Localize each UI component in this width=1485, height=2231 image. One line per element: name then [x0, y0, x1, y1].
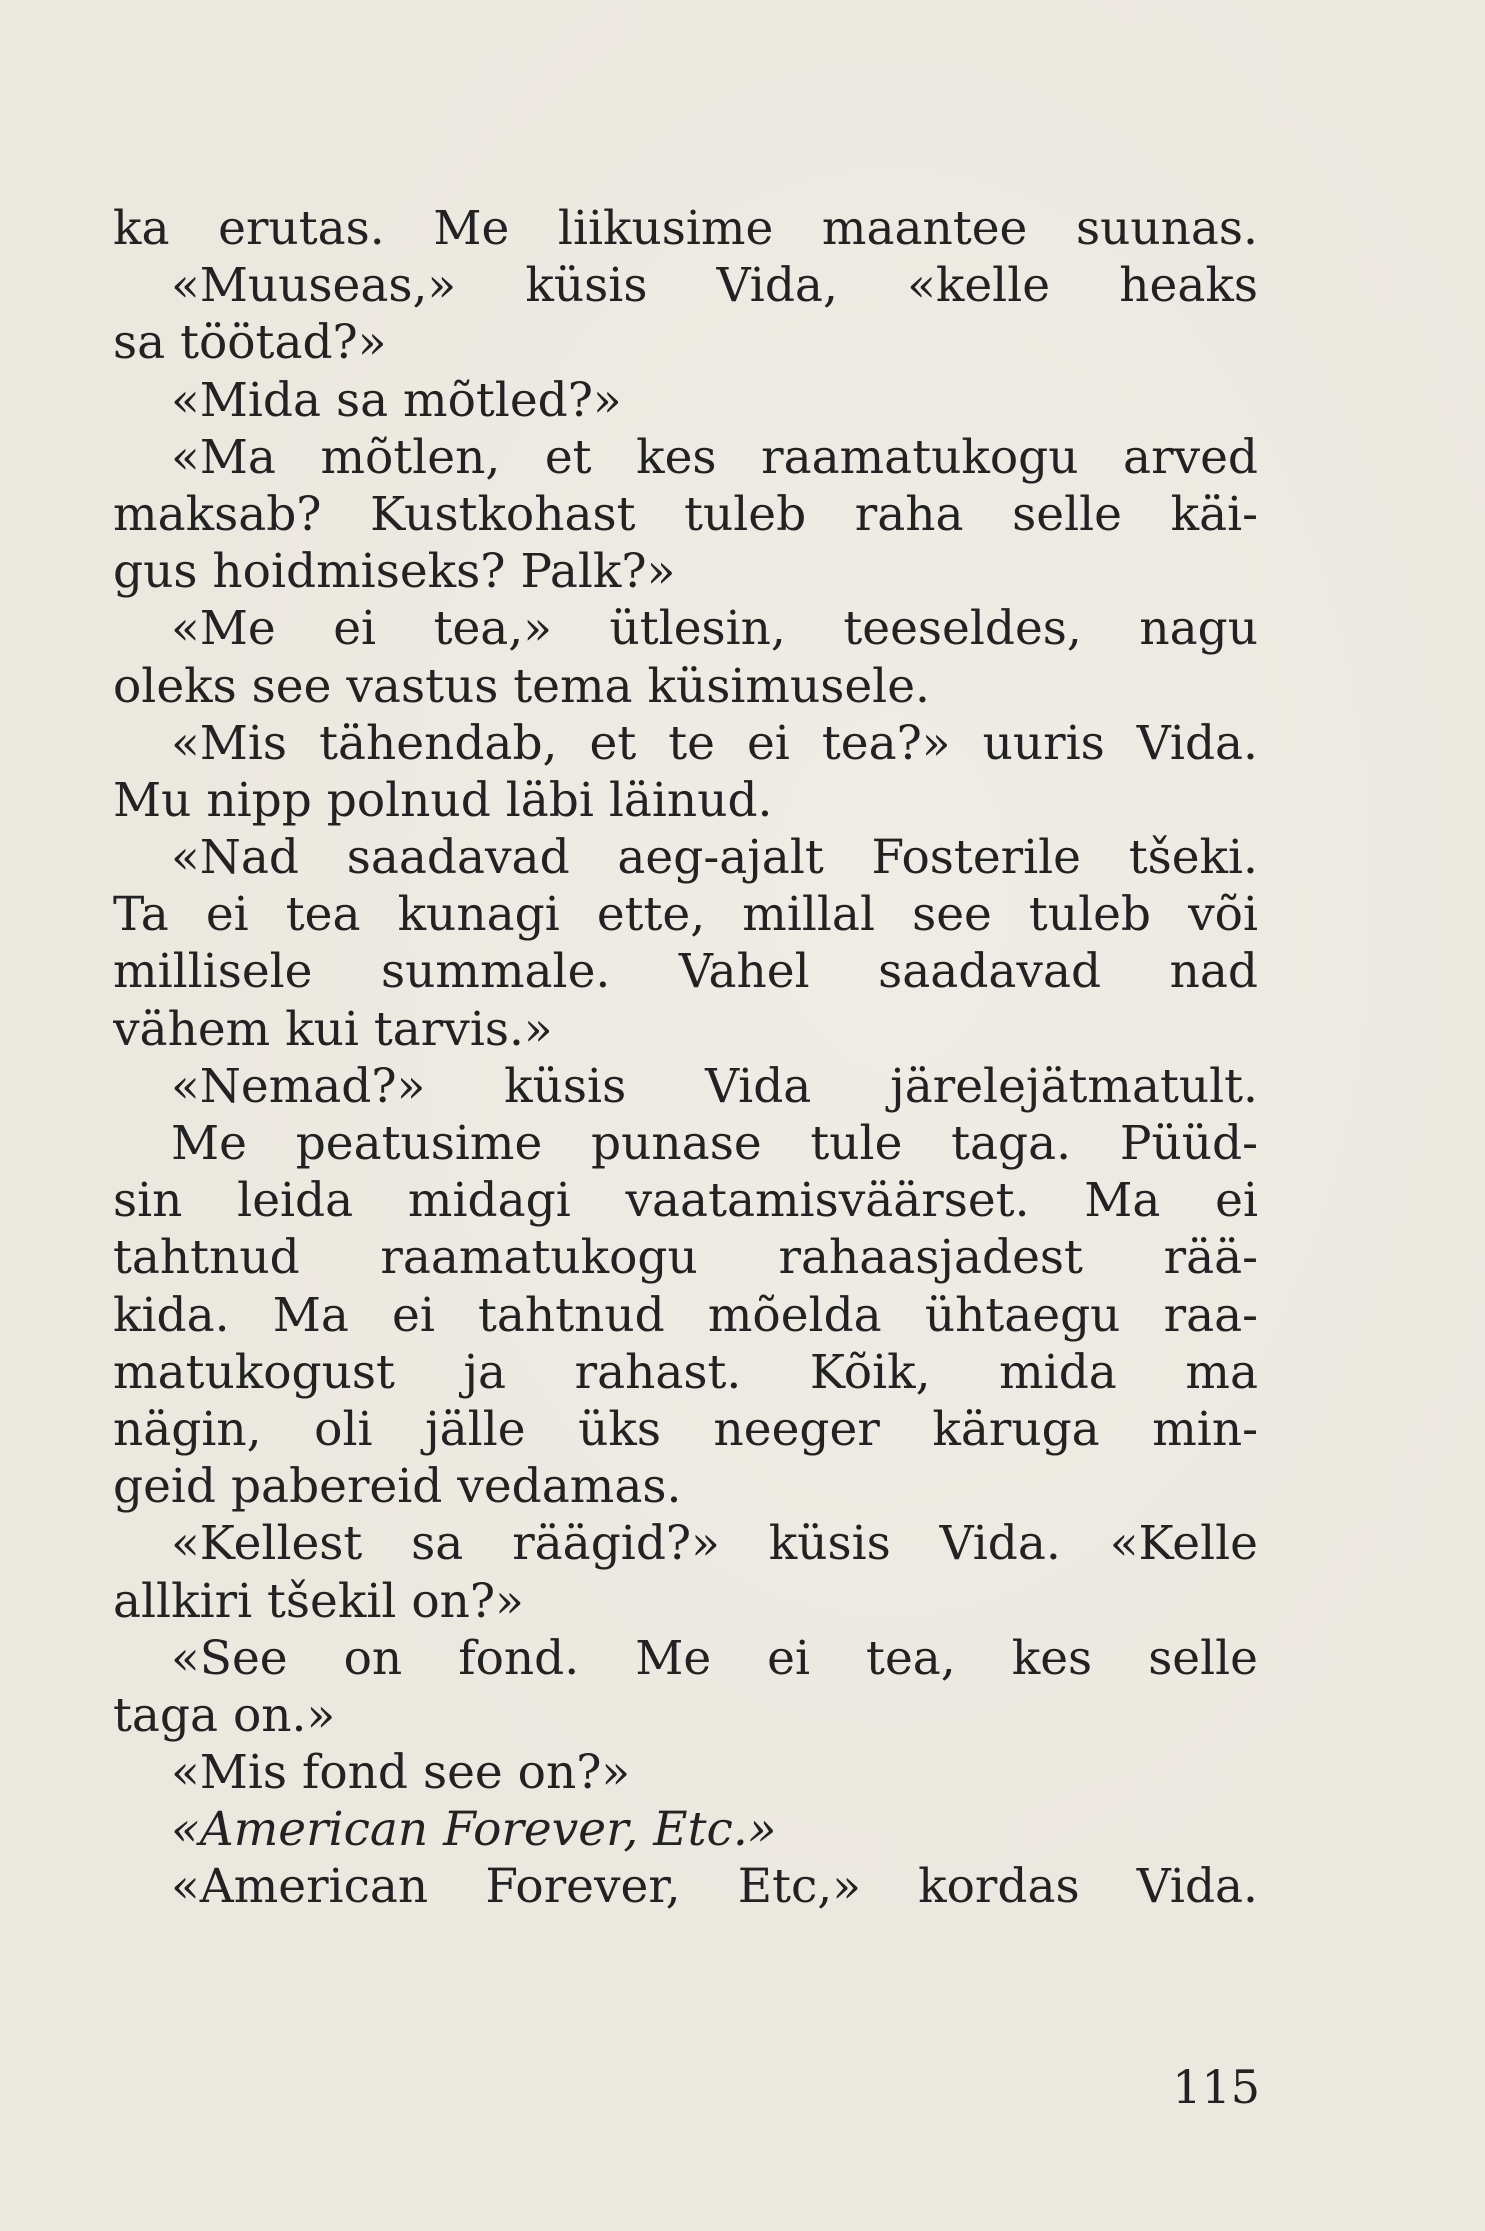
text-line: nägin, oli jälle üks neeger käruga min-	[113, 1401, 1258, 1457]
text-line: «Me ei tea,» ütlesin, teeseldes, nagu	[171, 601, 1258, 657]
text-line: «Muuseas,» küsis Vida, «kelle heaks	[171, 258, 1258, 314]
text-line: «Kellest sa räägid?» küsis Vida. «Kelle	[171, 1516, 1258, 1572]
text-line: «Mis tähendab, et te ei tea?» uuris Vida.	[171, 715, 1258, 771]
text-line: Mu nipp polnud läbi läinud.	[113, 772, 773, 828]
text-line: matukogust ja rahast. Kõik, mida ma	[113, 1344, 1258, 1400]
text-line: kida. Ma ei tahtnud mõelda ühtaegu raa-	[113, 1287, 1258, 1343]
text-line: «Mis fond see on?»	[171, 1745, 631, 1801]
text-line: «See on fond. Me ei tea, kes selle	[171, 1630, 1258, 1686]
text-line: Me peatusime punase tule taga. Püüd-	[171, 1116, 1258, 1171]
text-line: «American Forever, Etc.»	[171, 1802, 777, 1858]
text-line: ka erutas. Me liikusime maantee suunas.	[113, 201, 1258, 256]
text-line: sin leida midagi vaatamisväärset. Ma ei	[113, 1173, 1258, 1229]
text-line: geid pabereid vedamas.	[113, 1459, 682, 1515]
text-line: tahtnud raamatukogu rahaasjadest rää-	[113, 1230, 1258, 1286]
text-line: «Mida sa mõtled?»	[171, 372, 622, 428]
text-line: «Nad saadavad aeg-ajalt Fosterile tšeki.	[171, 830, 1258, 886]
page-number: 115	[1172, 2060, 1260, 2114]
text-line: allkiri tšekil on?»	[113, 1573, 524, 1629]
text-line: gus hoidmiseks? Palk?»	[113, 544, 676, 600]
text-line: millisele summale. Vahel saadavad nad	[113, 944, 1258, 1000]
body-text	[113, 200, 1258, 1916]
text-line: «American Forever, Etc,» kordas Vida.	[171, 1859, 1258, 1915]
text-line: Ta ei tea kunagi ette, millal see tuleb või	[113, 887, 1258, 943]
text-line: «Nemad?» küsis Vida järelejätmatult.	[171, 1058, 1258, 1114]
text-line: taga on.»	[113, 1687, 336, 1743]
text-line: vähem kui tarvis.»	[113, 1001, 553, 1057]
text-line: maksab? Kustkohast tuleb raha selle käi-	[113, 486, 1258, 542]
text-line: sa töötad?»	[113, 315, 387, 371]
text-line: oleks see vastus tema küsimusele.	[113, 658, 930, 714]
text-line: «Ma mõtlen, et kes raamatukogu arved	[171, 429, 1258, 485]
